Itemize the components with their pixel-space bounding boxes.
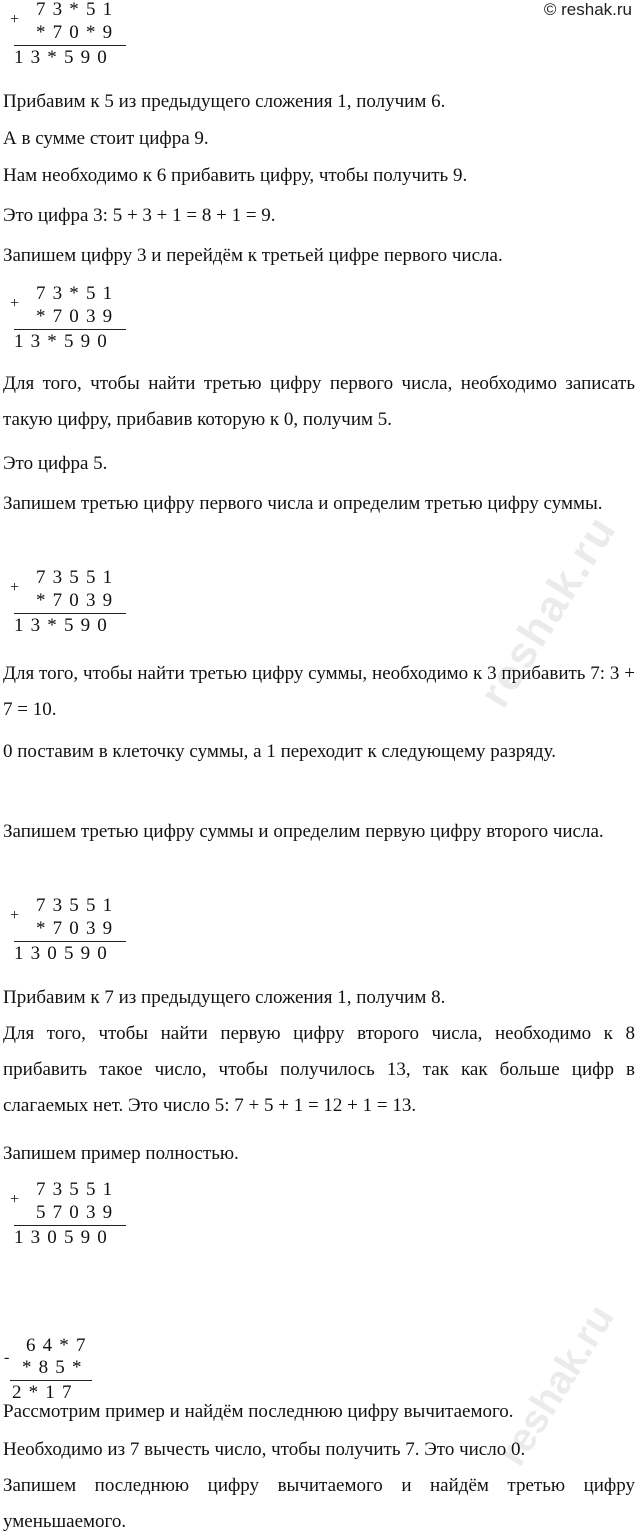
- watermark-diagonal: reshak.ru: [490, 1297, 623, 1474]
- sum: 1 3 0 5 9 0: [14, 943, 108, 964]
- text-paragraph: Запишем третью цифру первого числа и определим третью цифру суммы.: [3, 493, 603, 514]
- addend-1: 7 3 * 5 1: [36, 283, 114, 304]
- text-paragraph: Для того, чтобы найти третью цифру первого числа, необходимо записать такую цифру, прибавив которую к 0, получим 5.: [3, 373, 635, 430]
- plus-sign: +: [10, 11, 20, 28]
- column-addition: [10, 0, 130, 68]
- addend-1: 7 3 * 5 1: [36, 0, 114, 20]
- text-paragraph: 0 поставим в клеточку суммы, а 1 переходит к следующему разряду.: [3, 741, 556, 762]
- plus-sign: +: [10, 295, 20, 312]
- text-paragraph: Запишем третью цифру суммы и определим первую цифру второго числа.: [3, 821, 604, 842]
- text-paragraph: Запишем пример полностью.: [3, 1143, 239, 1164]
- sum: 1 3 0 5 9 0: [14, 1227, 108, 1248]
- addend-2: * 7 0 * 9: [36, 22, 114, 43]
- minuend: 6 4 * 7: [26, 1335, 87, 1356]
- plus-sign: +: [10, 1191, 20, 1208]
- sum: 1 3 * 5 9 0: [14, 615, 108, 636]
- addend-2: * 7 0 3 9: [36, 306, 114, 327]
- plus-sign: +: [10, 579, 20, 596]
- watermark-diagonal: reshak.ru: [470, 506, 627, 716]
- subtrahend: * 8 5 *: [22, 1357, 83, 1378]
- text-paragraph: Для того, чтобы найти первую цифру второго числа, необходимо к 8 прибавить такое число, чтобы получилось 13, так как больше цифр в слагаемых нет. Это число 5: 7 + 5 + 1 = 12 + 1 = 13.: [3, 1023, 635, 1116]
- addend-1: 7 3 5 5 1: [36, 1179, 114, 1200]
- addend-2: * 7 0 3 9: [36, 590, 114, 611]
- minus-sign: -: [4, 1349, 10, 1366]
- watermark: © reshak.ru: [543, 0, 632, 19]
- text-paragraph: Это цифра 3: 5 + 3 + 1 = 8 + 1 = 9.: [3, 205, 276, 226]
- text-paragraph: Для того, чтобы найти третью цифру суммы, необходимо к 3 прибавить 7: 3 + 7 = 10.: [3, 663, 635, 720]
- text-paragraph: Это цифра 5.: [3, 453, 108, 474]
- addend-2: 5 7 0 3 9: [36, 1202, 114, 1223]
- addend-1: 7 3 5 5 1: [36, 567, 114, 588]
- text-paragraph: Запишем последнюю цифру вычитаемого и найдём третью цифру уменьшаемого.: [3, 1475, 635, 1532]
- difference: 2 * 1 7: [12, 1382, 73, 1403]
- plus-sign: +: [10, 907, 20, 924]
- text-paragraph: Прибавим к 5 из предыдущего сложения 1, получим 6.: [3, 91, 446, 112]
- text-paragraph: Прибавим к 7 из предыдущего сложения 1, получим 8.: [3, 987, 446, 1008]
- text-paragraph: А в сумме стоит цифра 9.: [3, 128, 209, 149]
- column-addition: [10, 894, 130, 964]
- column-addition: [10, 1178, 130, 1248]
- column-addition: [10, 566, 130, 636]
- sum: 1 3 * 5 9 0: [14, 331, 108, 352]
- addend-1: 7 3 5 5 1: [36, 895, 114, 916]
- text-paragraph: Нам необходимо к 6 прибавить цифру, чтобы получить 9.: [3, 165, 468, 186]
- sum: 1 3 * 5 9 0: [14, 47, 108, 68]
- text-paragraph: Необходимо из 7 вычесть число, чтобы получить 7. Это число 0.: [3, 1439, 526, 1460]
- text-paragraph: Запишем цифру 3 и перейдём к третьей цифре первого числа.: [3, 245, 503, 266]
- column-addition: [10, 282, 130, 352]
- addend-2: * 7 0 3 9: [36, 918, 114, 939]
- text-paragraph: Рассмотрим пример и найдём последнюю цифру вычитаемого.: [3, 1401, 514, 1422]
